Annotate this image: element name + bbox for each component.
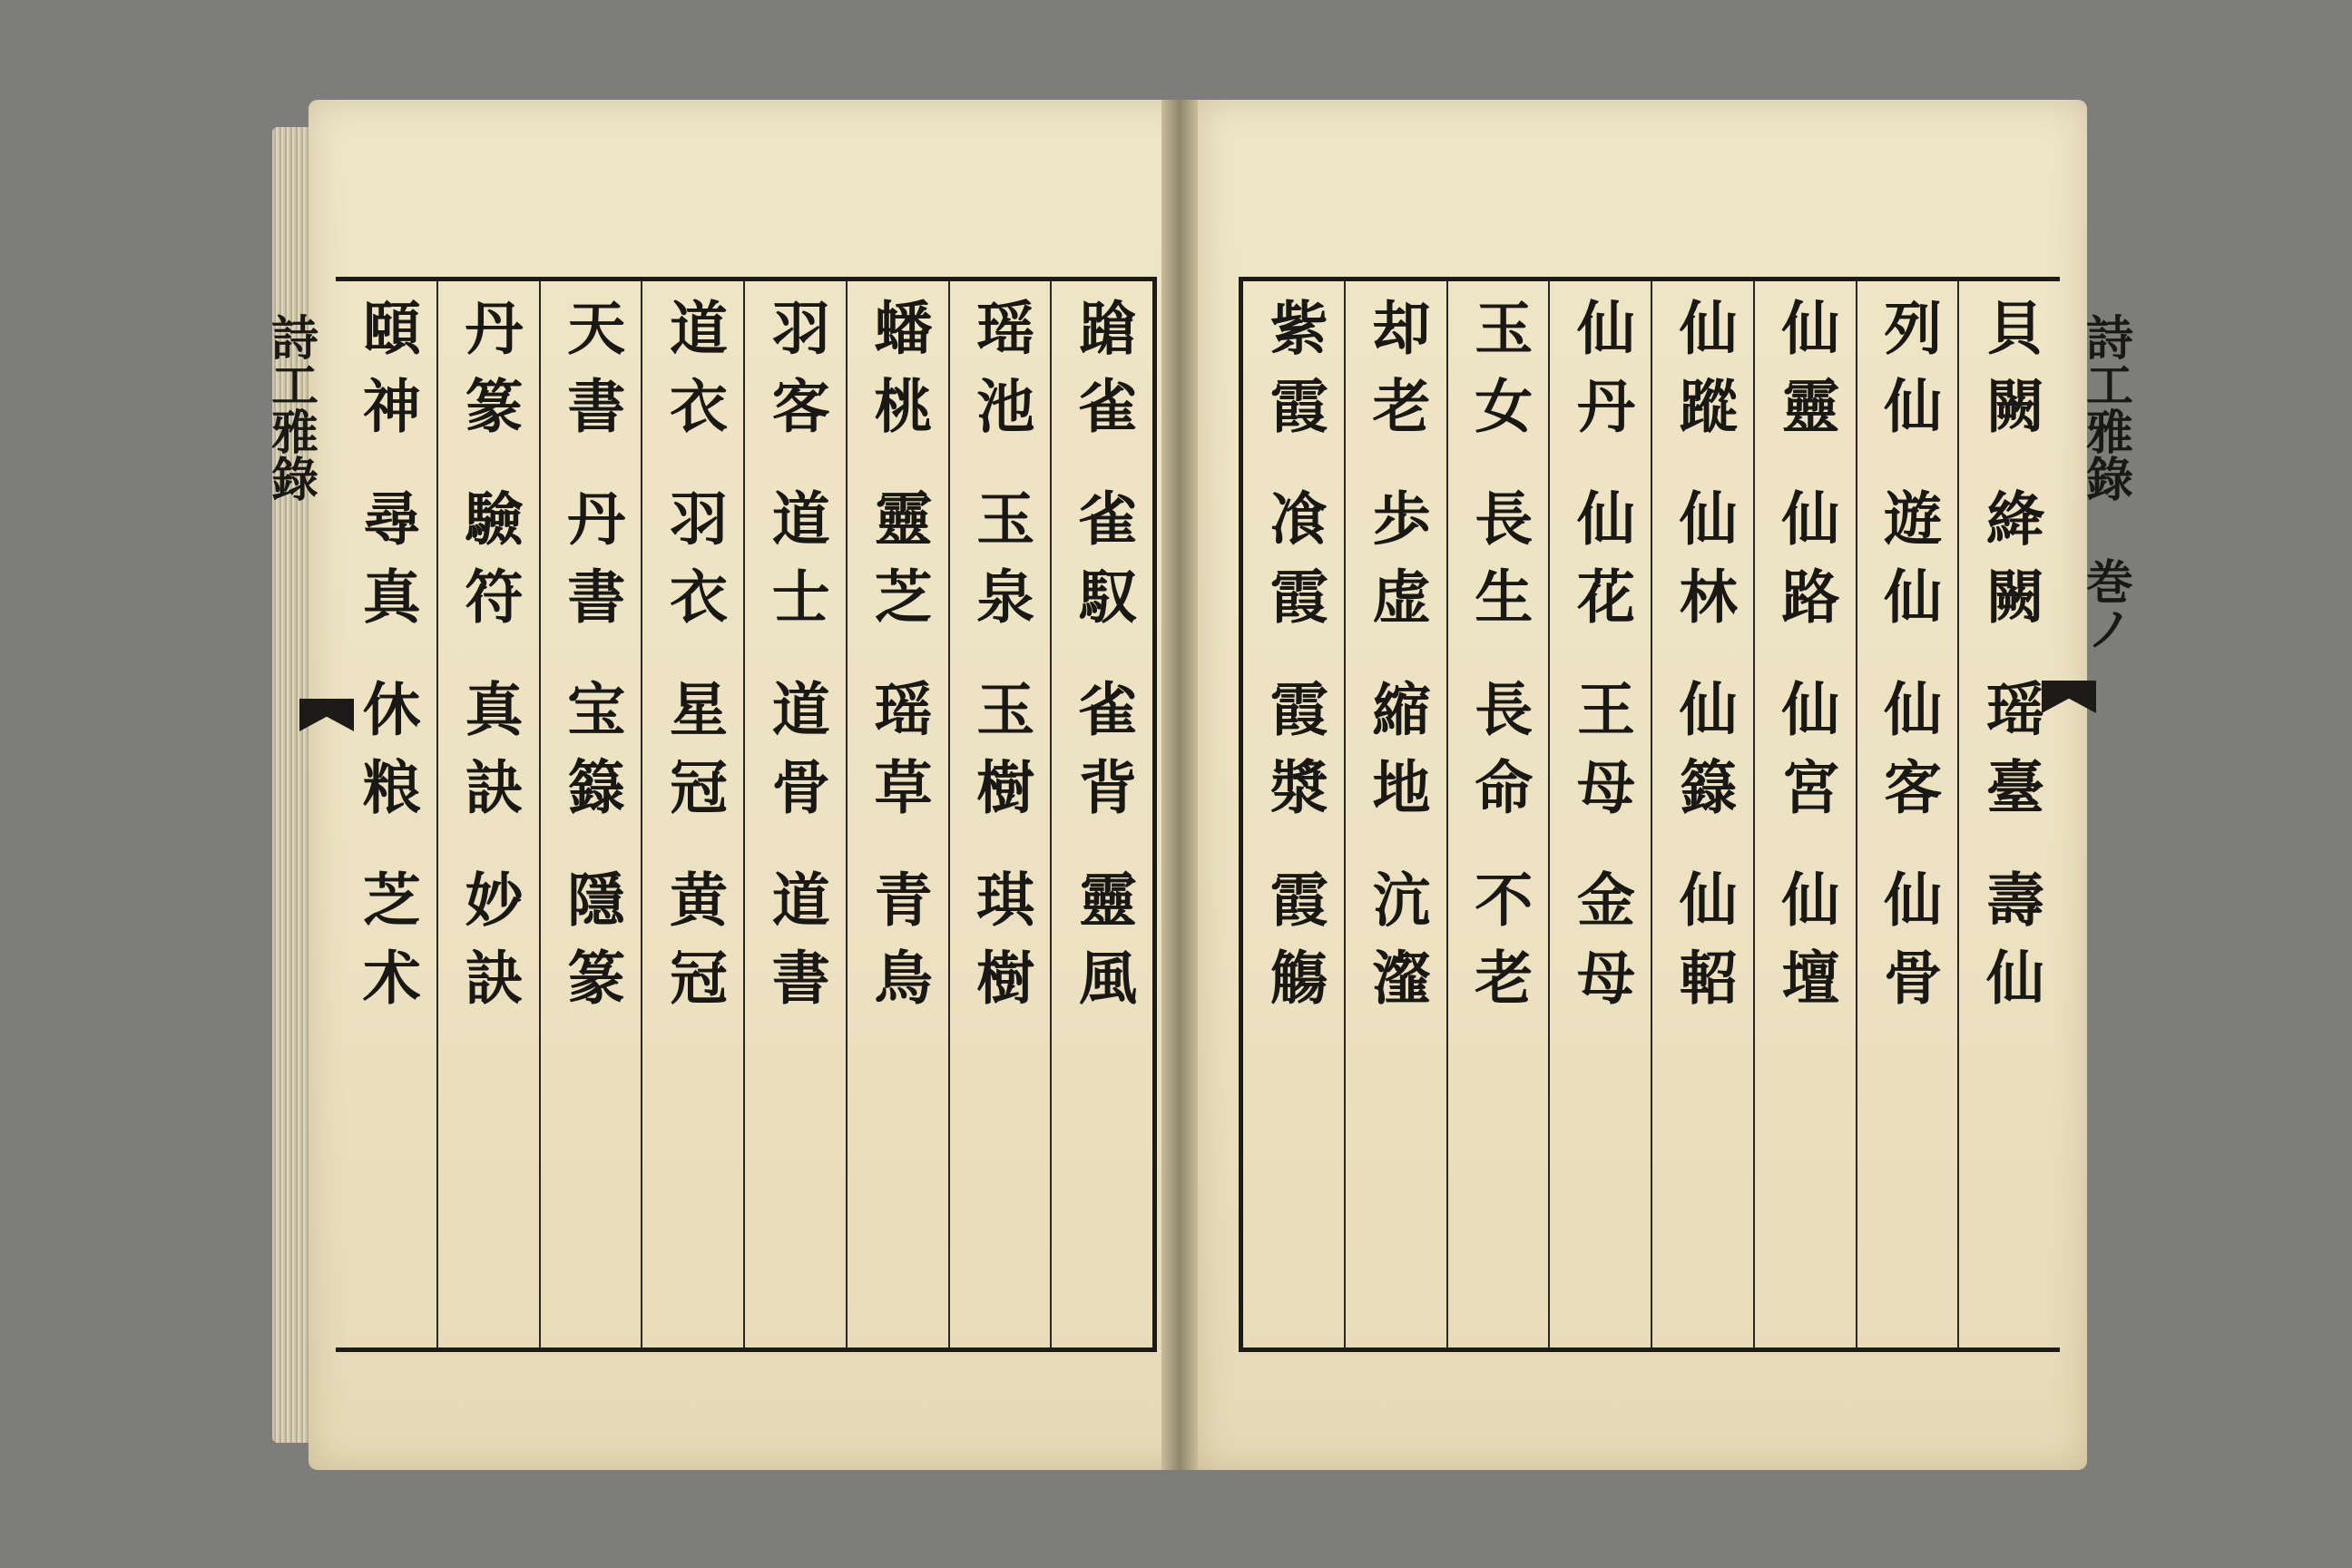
right-margin-title: 詩工雅錄 巻ノ: [2077, 313, 2133, 652]
word-entry: 道士: [761, 488, 830, 644]
text-column: [436, 281, 539, 1348]
word-entry: 玉泉: [966, 488, 1035, 644]
word-entry: 遊仙: [1874, 488, 1943, 644]
text-column: [1548, 281, 1651, 1348]
right-page: [1198, 100, 2133, 1470]
word-entry: 瑶草: [864, 679, 933, 835]
word-entry: 長生: [1465, 488, 1534, 644]
word-entry: 瑶池: [966, 298, 1035, 454]
text-column: [1957, 281, 2060, 1348]
word-entry: 尋真: [352, 488, 421, 644]
word-entry: 雀馭: [1069, 488, 1138, 644]
left-margin-title: 詩工雅錄: [262, 313, 318, 502]
word-entry: 芝术: [352, 869, 421, 1025]
word-entry: 羽客: [761, 298, 830, 454]
text-column: [743, 281, 846, 1348]
word-entry: 雀背: [1069, 679, 1138, 835]
word-entry: 道書: [761, 869, 830, 1025]
word-entry: 真訣: [455, 679, 524, 835]
word-entry: 丹書: [557, 488, 626, 644]
word-entry: 黄冠: [660, 869, 729, 1025]
left-page: [262, 100, 1198, 1470]
word-entry: 歩虚: [1362, 488, 1431, 644]
word-entry: 星冠: [660, 679, 729, 835]
text-column: [1050, 281, 1152, 1348]
word-entry: 仙籙: [1669, 679, 1738, 835]
word-entry: 隱篆: [557, 869, 626, 1025]
word-entry: 霞觴: [1259, 869, 1328, 1025]
word-entry: 靈風: [1069, 869, 1138, 1025]
text-column: [1243, 281, 1344, 1348]
word-entry: 宝籙: [557, 679, 626, 835]
word-entry: 紫霞: [1259, 298, 1328, 454]
word-entry: 仙壇: [1771, 869, 1840, 1025]
word-entry: 仙丹: [1567, 298, 1636, 454]
word-entry: 道衣: [660, 298, 729, 454]
word-entry: 驗符: [455, 488, 524, 644]
word-entry: 金母: [1567, 869, 1636, 1025]
word-entry: 仙花: [1567, 488, 1636, 644]
word-entry: 縮地: [1362, 679, 1431, 835]
right-columns: [1243, 281, 2060, 1348]
word-entry: 玉樹: [966, 679, 1035, 835]
word-entry: 蹌雀: [1069, 298, 1138, 454]
text-column: [1651, 281, 1753, 1348]
word-entry: 青鳥: [864, 869, 933, 1025]
word-entry: 仙靈: [1771, 298, 1840, 454]
text-column: [1446, 281, 1549, 1348]
word-entry: 絳闕: [1976, 488, 2045, 644]
word-entry: 仙蹤: [1669, 298, 1738, 454]
word-entry: 妙訣: [455, 869, 524, 1025]
word-entry: 王母: [1567, 679, 1636, 835]
word-entry: 蟠桃: [864, 298, 933, 454]
word-entry: 道骨: [761, 679, 830, 835]
word-entry: 仙宮: [1771, 679, 1840, 835]
open-book: [262, 100, 2133, 1470]
text-column: [948, 281, 1051, 1348]
book-gutter: [1161, 100, 1198, 1470]
word-entry: 仙路: [1771, 488, 1840, 644]
text-column: [1856, 281, 1958, 1348]
text-column: [641, 281, 743, 1348]
word-entry: 休粮: [352, 679, 421, 835]
word-entry: 玉女: [1465, 298, 1534, 454]
word-entry: 列仙: [1874, 298, 1943, 454]
word-entry: 羽衣: [660, 488, 729, 644]
text-column: [1344, 281, 1446, 1348]
word-entry: 頤神: [352, 298, 421, 454]
word-entry: 貝闕: [1976, 298, 2045, 454]
word-entry: 瑶臺: [1976, 679, 2045, 835]
word-entry: 琪樹: [966, 869, 1035, 1025]
text-column: [539, 281, 642, 1348]
word-entry: 靈芝: [864, 488, 933, 644]
word-entry: 不老: [1465, 869, 1534, 1025]
text-column: [846, 281, 948, 1348]
right-text-frame: [1239, 277, 2060, 1352]
left-columns: [336, 281, 1152, 1348]
word-entry: 仙骨: [1874, 869, 1943, 1025]
word-entry: 仙林: [1669, 488, 1738, 644]
word-entry: 霞漿: [1259, 679, 1328, 835]
word-entry: 仙軺: [1669, 869, 1738, 1025]
word-entry: 飡霞: [1259, 488, 1328, 644]
left-text-frame: [336, 277, 1157, 1352]
word-entry: 長命: [1465, 679, 1534, 835]
word-entry: 丹篆: [455, 298, 524, 454]
text-column: [336, 281, 436, 1348]
word-entry: 沆瀣: [1362, 869, 1431, 1025]
text-column: [1753, 281, 1856, 1348]
word-entry: 壽仙: [1976, 869, 2045, 1025]
word-entry: 仙客: [1874, 679, 1943, 835]
word-entry: 天書: [557, 298, 626, 454]
word-entry: 却老: [1362, 298, 1431, 454]
